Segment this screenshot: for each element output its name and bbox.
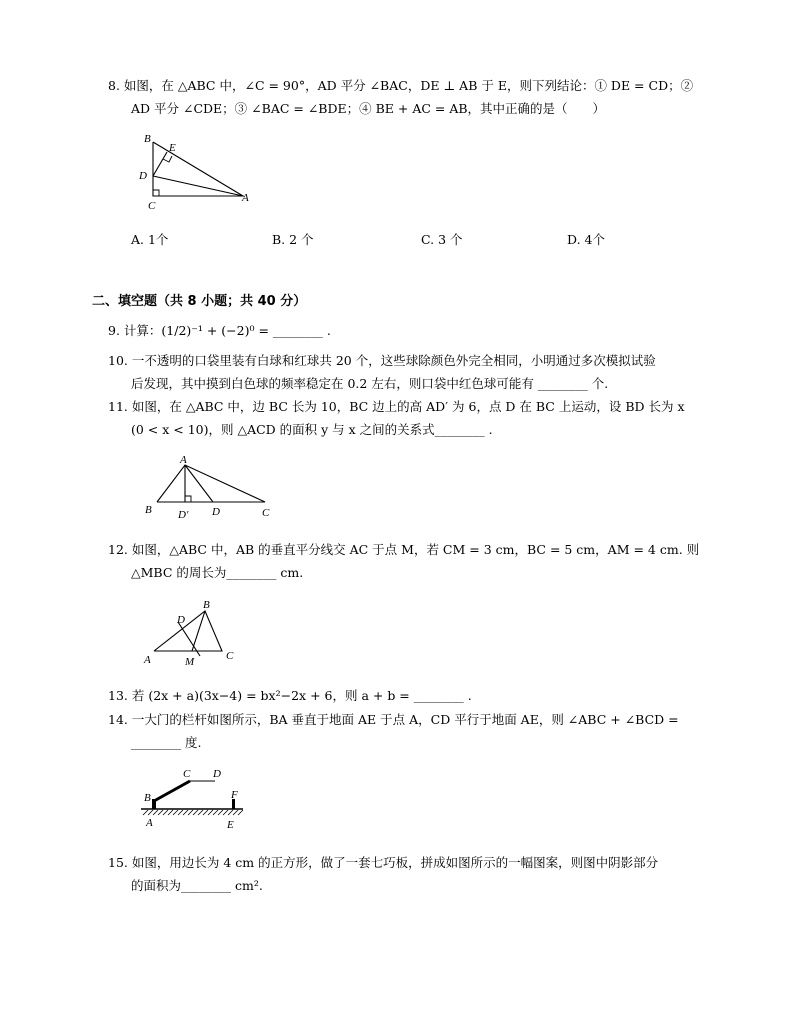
q14-label-c: C bbox=[183, 768, 191, 780]
q11-label-a: A bbox=[180, 454, 187, 466]
q15-line1: 15. 如图，用边长为 4 cm 的正方形，做了一套七巧板，拼成如图所示的一幅图案，则图中阴影部分 bbox=[108, 855, 659, 870]
q14-line1: 14. 一大门的栏杆如图所示，BA 垂直于地面 AE 于点 A，CD 平行于地面 AE，则 ∠ABC + ∠BCD = bbox=[108, 712, 679, 727]
q14-line2: ________ 度. bbox=[131, 735, 202, 750]
q12-figure bbox=[140, 596, 250, 671]
q15-line2: 的面积为________ cm². bbox=[131, 878, 263, 893]
q12-label-c: C bbox=[226, 650, 234, 662]
q8-label-e: E bbox=[169, 142, 176, 154]
q14-label-d: D bbox=[213, 768, 221, 780]
q8-label-d: D bbox=[139, 170, 147, 182]
q8-option-c: C. 3 个 bbox=[421, 232, 463, 247]
q8-label-b: B bbox=[144, 133, 151, 145]
q12-label-m: M bbox=[185, 656, 195, 668]
q14-label-b: B bbox=[144, 792, 151, 804]
q11-label-d: D bbox=[212, 506, 220, 518]
q11-figure bbox=[140, 455, 280, 525]
q9-line bbox=[108, 323, 331, 339]
q8-option-d: D. 4个 bbox=[567, 232, 605, 247]
q9-prefix: 9. 计算： bbox=[108, 323, 162, 338]
q12-label-b: B bbox=[203, 599, 210, 611]
q14-figure bbox=[135, 765, 250, 835]
q14-label-a: A bbox=[146, 817, 153, 829]
q8-option-a: A. 1个 bbox=[131, 232, 169, 247]
q12-line2: △MBC 的周长为________ cm. bbox=[131, 565, 304, 580]
q14-label-f: F bbox=[231, 789, 238, 801]
q12-label-a: A bbox=[144, 654, 151, 666]
q8-line2: AD 平分 ∠CDE；③ ∠BAC = ∠BDE；④ BE + AC = AB，其中正确的是（ ） bbox=[131, 101, 606, 116]
q10-line1: 10. 一不透明的口袋里装有白球和红球共 20 个，这些球除颜色外完全相同，小明通过多次模拟试验 bbox=[108, 353, 656, 368]
q9-expression: (1/2)⁻¹ + (−2)⁰ = ________ . bbox=[161, 323, 331, 338]
q13-line: 13. 若 (2x + a)(3x−4) = bx²−2x + 6，则 a + b = ________ . bbox=[108, 688, 472, 703]
q11-line1: 11. 如图，在 △ABC 中，边 BC 长为 10，BC 边上的高 AD′ 为 6，点 D 在 BC 上运动，设 BD 长为 x bbox=[108, 399, 685, 414]
q12-label-d: D bbox=[177, 614, 185, 626]
q12-line1: 12. 如图，△ABC 中，AB 的垂直平分线交 AC 于点 M，若 CM = 3 cm，BC = 5 cm，AM = 4 cm. 则 bbox=[108, 542, 700, 557]
q8-label-c: C bbox=[148, 200, 156, 212]
q11-label-c: C bbox=[262, 507, 270, 519]
q8-label-a: A bbox=[242, 192, 249, 204]
q11-line2: (0 < x < 10)，则 △ACD 的面积 y 与 x 之间的关系式________ . bbox=[131, 422, 493, 437]
section-heading: 二、填空题（共 8 小题；共 40 分） bbox=[92, 294, 307, 309]
q11-label-b: B bbox=[145, 504, 152, 516]
q8-figure bbox=[135, 130, 260, 215]
q11-label-d-prime: D′ bbox=[178, 509, 189, 521]
q14-label-e: E bbox=[227, 819, 234, 831]
q10-line2: 后发现，其中摸到白色球的频率稳定在 0.2 左右，则口袋中红色球可能有 ________ 个. bbox=[131, 376, 609, 391]
q8-option-b: B. 2 个 bbox=[272, 232, 314, 247]
q8-line1: 8. 如图，在 △ABC 中，∠C = 90°，AD 平分 ∠BAC，DE ⊥ AB 于 E，则下列结论：① DE = CD；② bbox=[108, 78, 694, 93]
